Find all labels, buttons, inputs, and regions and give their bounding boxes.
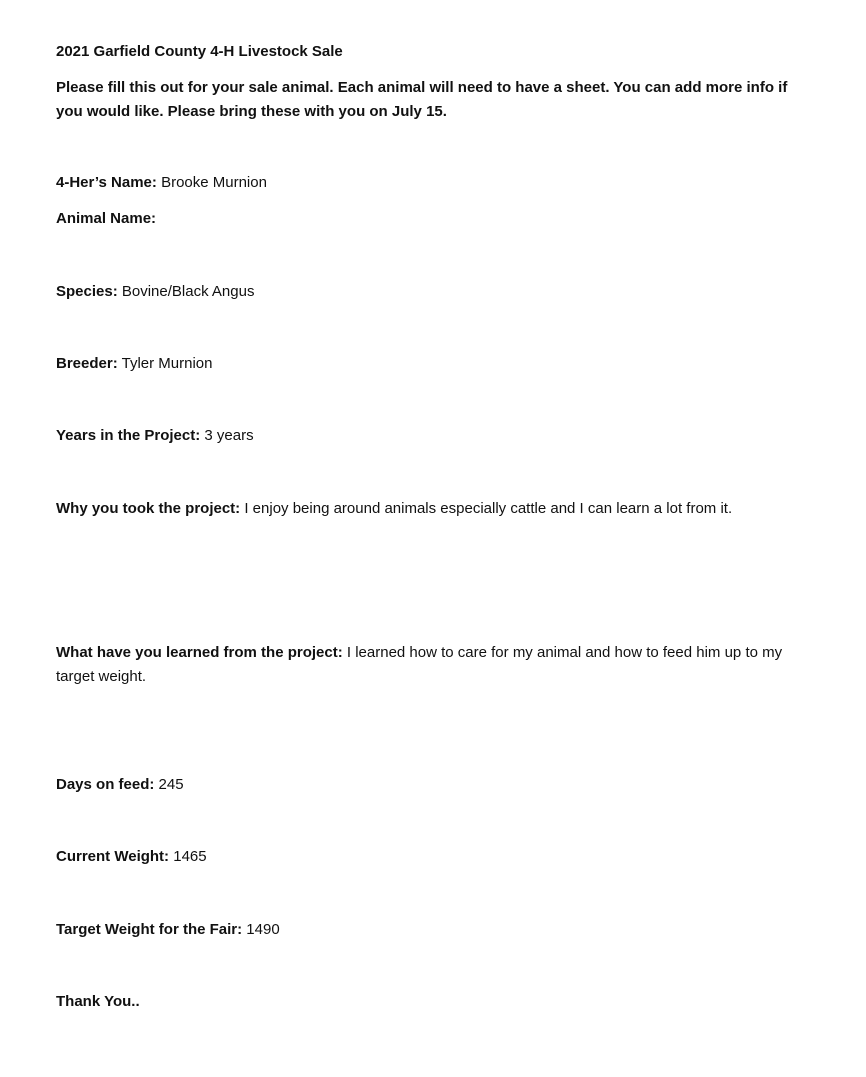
field-days-on-feed [56, 773, 816, 797]
field-label: Years in the Project: [56, 427, 201, 444]
field-label: Animal Name: [56, 210, 157, 227]
field-animal-name [56, 207, 816, 231]
instructions-text: Please fill this out for your sale animal. Each animal will need to have a sheet. You can add more info if you would like. Please bring these with you on July 15. [56, 79, 788, 120]
field-current-weight [56, 845, 816, 869]
field-value: 3 years [204, 427, 254, 444]
field-label: Species: [56, 283, 118, 300]
field-species [56, 280, 816, 304]
field-what-learned [56, 641, 816, 689]
field-breeder [56, 352, 816, 376]
field-label: Current Weight: [56, 848, 170, 865]
field-label: 4-Her’s Name: [56, 174, 157, 191]
field-label: Target Weight for the Fair: [56, 921, 243, 938]
field-4her-name [56, 171, 816, 195]
field-value: 1490 [246, 921, 280, 938]
field-label: Days on feed: [56, 776, 155, 793]
field-label: What have you learned from the project: [56, 644, 343, 661]
document-title: 2021 Garfield County 4-H Livestock Sale [56, 43, 343, 60]
field-label: Why you took the project: [56, 500, 241, 517]
field-value: Tyler Murnion [121, 355, 213, 372]
field-target-weight [56, 918, 816, 942]
field-value: I enjoy being around animals especially cattle and I can learn a lot from it. [244, 500, 733, 517]
field-value: Brooke Murnion [161, 174, 267, 191]
field-years-in-project [56, 424, 816, 448]
field-value: I learned how to care for my animal and how to feed him up to my target weight. [56, 644, 783, 685]
field-why-took-project [56, 497, 816, 521]
field-value: 245 [158, 776, 184, 793]
closing-text: Thank You.. [56, 993, 140, 1010]
field-value: 1465 [173, 848, 207, 865]
field-label: Breeder: [56, 355, 118, 372]
field-value: Bovine/Black Angus [121, 283, 255, 300]
